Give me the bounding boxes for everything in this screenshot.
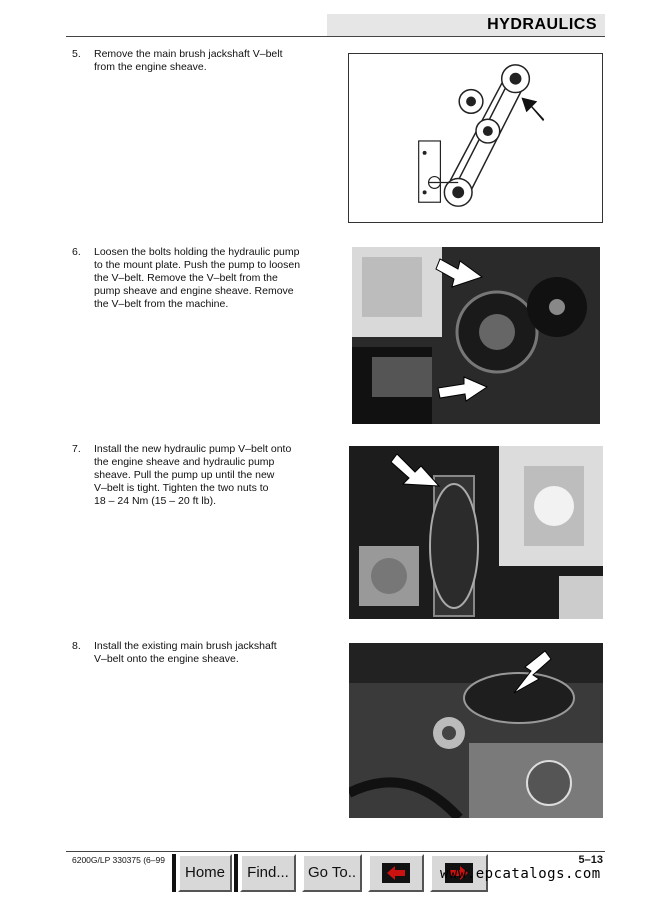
- document-id: 6200G/LP 330375 (6–99: [72, 855, 165, 865]
- step-text: Install the existing main brush jackshaft V–belt onto the engine sheave.: [94, 640, 277, 665]
- sheave-photo-figure: [349, 446, 603, 619]
- pump-photo: [352, 247, 600, 424]
- jackshaft-photo-figure: [349, 643, 603, 818]
- section-header: [327, 14, 605, 37]
- pump-photo-figure: [352, 247, 600, 424]
- jackshaft-photo: [349, 643, 603, 818]
- back-arrow-icon: [381, 862, 411, 884]
- belt-diagram-figure: [348, 53, 603, 223]
- back-button[interactable]: [368, 854, 424, 892]
- step-number: 7.: [72, 443, 81, 455]
- step-number: 6.: [72, 246, 81, 258]
- footer-divider: [66, 851, 605, 852]
- step-6: [72, 246, 327, 316]
- section-title: HYDRAULICS: [487, 16, 597, 33]
- home-button[interactable]: Home: [178, 854, 232, 892]
- page-number: 5–13: [578, 854, 603, 866]
- find-button[interactable]: Find...: [240, 854, 296, 892]
- header-divider: [66, 36, 605, 37]
- step-text: Loosen the bolts holding the hydraulic pump to the mount plate. Push the pump to loosen the V–belt. Remove the V–belt from the pump sheave and engine sheave. Remove the V–belt from the machine.: [94, 246, 301, 310]
- step-text: Install the new hydraulic pump V–belt onto the engine sheave and hydraulic pump sheave. Pull the pump up until the new V–belt is tight. Tighten the two nuts to 18 – 24 Nm (15 – 20 ft lb).: [94, 443, 292, 507]
- nav-separator: [172, 854, 176, 892]
- step-8: [72, 640, 327, 670]
- step-number: 5.: [72, 48, 81, 60]
- step-5: [72, 48, 327, 78]
- step-7: [72, 443, 327, 513]
- sheave-photo: [349, 446, 603, 619]
- goto-button[interactable]: Go To..: [302, 854, 362, 892]
- step-number: 8.: [72, 640, 81, 652]
- step-text: Remove the main brush jackshaft V–belt from the engine sheave.: [94, 48, 283, 73]
- nav-separator: [234, 854, 238, 892]
- watermark: www.epcatalogs.com: [440, 866, 601, 882]
- belt-diagram-drawing: [349, 54, 602, 222]
